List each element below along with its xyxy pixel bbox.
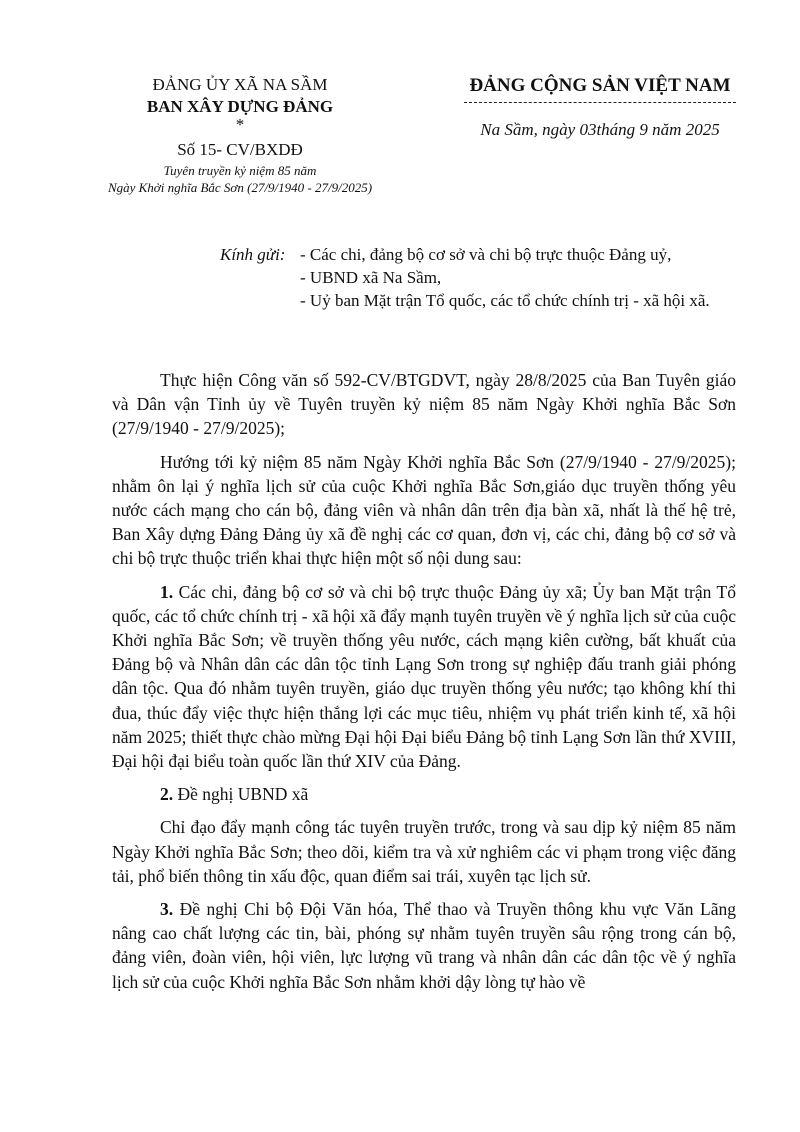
item-2-number: 2. xyxy=(160,784,174,805)
subject-line-1: Tuyên truyền kỷ niệm 85 năm xyxy=(163,163,317,178)
committee-name: ĐẢNG ỦY XÃ NA SẦM xyxy=(152,75,328,94)
recipient-item: - Các chi, đảng bộ cơ sở và chi bộ trực thuộc Đảng uỷ, xyxy=(300,245,672,264)
purpose-paragraph: Hướng tới kỷ niệm 85 năm Ngày Khởi nghĩa Bắc Sơn (27/9/1940 - 27/9/2025); nhằm ôn lại ý nghĩa lịch sử của cuộc Khởi nghĩa Bắc Sơn,giáo dục truyền thống yêu nước cách mạng cho cán bộ, đảng viên và nhân dân trên địa bàn xã, nhất là thế hệ trẻ, Ban Xây dựng Đảng Đảng ủy xã đề nghị các cơ quan, đơn vị, các chi, đảng bộ cơ sở và chi bộ trực thuộc triển khai thực hiện một số nội dung sau: xyxy=(112,451,736,569)
issuer-header xyxy=(70,74,410,196)
item-3-text: Đề nghị Chi bộ Đội Văn hóa, Thể thao và Truyền thông khu vực Văn Lãng nâng cao chất lượng các tin, bài, phóng sự nhằm tuyên truyền sâu rộng trong cán bộ, đảng viên, đoàn viên, hội viên, lực lượng vũ trang và nhân dân các dân tộc về ý nghĩa lịch sử của cuộc Khởi nghĩa Bắc Sơn nhằm khởi dậy lòng tự hào về xyxy=(112,899,736,992)
item-3-number: 3. xyxy=(160,899,174,920)
document-number: Số 15- CV/BXDĐ xyxy=(177,140,303,159)
department-name: BAN XÂY DỰNG ĐẢNG xyxy=(146,97,334,116)
document-body xyxy=(112,368,736,1003)
recipients-label: Kính gửi: xyxy=(220,245,286,264)
item-1-number: 1. xyxy=(160,581,174,602)
recipient-item: - UBND xã Na Sầm, xyxy=(300,268,442,287)
item-2-title: Đề nghị UBND xã xyxy=(173,784,309,805)
intro-paragraph: Thực hiện Công văn số 592-CV/BTGDVT, ngày 28/8/2025 của Ban Tuyên giáo và Dân vận Tỉnh ủy về Tuyên truyền kỷ niệm 85 năm Ngày Khởi nghĩa Bắc Sơn (27/9/1940 - 27/9/2025); xyxy=(112,370,736,439)
item-2-heading xyxy=(112,782,736,806)
party-underline xyxy=(464,102,736,103)
issue-date: Na Sầm, ngày 03tháng 9 năm 2025 xyxy=(480,120,720,139)
party-header xyxy=(440,74,760,141)
recipient-item: - Uỷ ban Mặt trận Tổ quốc, các tổ chức chính trị - xã hội xã. xyxy=(300,291,710,310)
item-1-text: Các chi, đảng bộ cơ sở và chi bộ trực thuộc Đảng ủy xã; Ủy ban Mặt trận Tổ quốc, các tổ chức chính trị - xã hội xã đẩy mạnh tuyên truyền về ý nghĩa lịch sử của cuộc Khởi nghĩa Bắc Sơn; về truyền thống yêu nước, cách mạng kiên cường, bất khuất của Đảng bộ và Nhân dân các dân tộc tỉnh Lạng Sơn trong sự nghiệp đấu tranh giải phóng dân tộc. Qua đó nhằm tuyên truyền, giáo dục truyền thống yêu nước; tạo không khí thi đua, thúc đẩy việc thực hiện thắng lợi các mục tiêu, nhiệm vụ phát triển kinh tế, xã hội năm 2025; thiết thực chào mừng Đại hội Đại biểu Đảng bộ tỉnh Lạng Sơn lần thứ XVIII, Đại hội đại biểu toàn quốc lần thứ XIV của Đảng. xyxy=(112,581,736,772)
recipients-list xyxy=(300,243,740,312)
subject-line-2: Ngày Khởi nghĩa Bắc Sơn (27/9/1940 - 27/9/2025) xyxy=(107,180,373,195)
party-name: ĐẢNG CỘNG SẢN VIỆT NAM xyxy=(469,75,731,96)
item-1-paragraph xyxy=(112,580,736,774)
item-2-paragraph: Chỉ đạo đẩy mạnh công tác tuyên truyền trước, trong và sau dịp kỷ niệm 85 năm Ngày Khởi nghĩa Bắc Sơn; theo dõi, kiểm tra và xử nghiêm các vi phạm trong việc đăng tải, phổ biến thông tin xấu độc, quan điểm sai trái, xuyên tạc lịch sử. xyxy=(112,817,736,886)
header-star: * xyxy=(235,115,245,134)
item-3-paragraph xyxy=(112,897,736,994)
